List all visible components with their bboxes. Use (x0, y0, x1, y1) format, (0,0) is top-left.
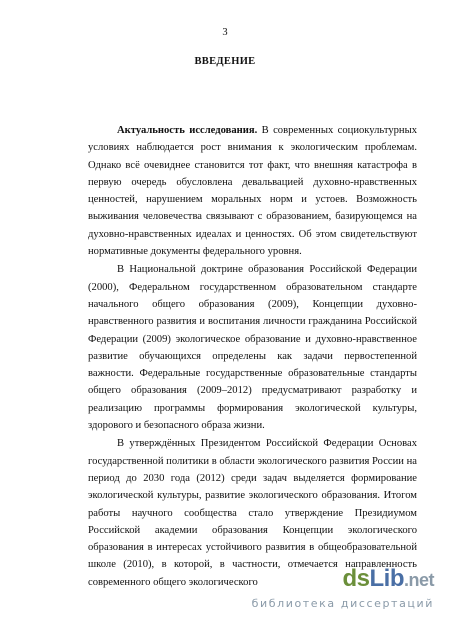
page-number: 3 (222, 27, 228, 38)
watermark-logo (342, 565, 434, 593)
paragraph-lead: Актуальность исследования. (117, 125, 258, 136)
paragraph-doctrine: В Национальной доктрине образования Российской Федерации (2000), Федеральном государственном образовательном стандарте начального общего образования (2009), Концепции духовно-нравственного развития и воспитания личности гражданина Российской Федерации (2009) экологическое образование и духовно-нравственное развитие обучающихся определены как задачи первостепенной важности. Федеральные государственные образовательные стандарты общего образования (2009–2012) предусматривают разработку и реализацию программы формирования экологической культуры, здорового и безопасного образа жизни. (88, 264, 417, 432)
watermark-logo-lib: Lib (369, 565, 404, 592)
paragraph-policy: В утверждённых Президентом Российской Федерации Основах государственной политики в области экологического развития России на период до 2030 года (2012) среди задач выделяется формирование экологической культуры, развитие экологического образования. Итогом работы научного сообщества стало утверждение Президиумом Российской академии образования Концепции экологического образования в интересах устойчивого развития в общеобразовательной школе (2010), в которой, в частности, отмечается направленность современного общего экологического (88, 438, 417, 588)
watermark-logo-ds: ds (342, 565, 370, 592)
watermark-logo-net: .net (403, 570, 434, 590)
site-watermark (251, 565, 442, 615)
document-body (88, 122, 417, 591)
paragraph-relevance (88, 122, 417, 260)
paragraph-text: В современных социокультурных условиях наблюдается рост внимания к экологическим проблемам. Однако всё очевиднее становится тот факт, что внешняя катастрофа в первую очередь обусловлена девальвацией духовно-нравственных ценностей, нарушением моральных норм и устоев. Возможность выживания человечества связывают с образованием, базирующемся на духовно-нравственных идеалах и ценностях. Об этом свидетельствуют нормативные документы федерального уровня. (88, 125, 417, 258)
watermark-caption: библиотека диссертаций (251, 597, 434, 610)
page-title: ВВЕДЕНИЕ (194, 56, 256, 67)
